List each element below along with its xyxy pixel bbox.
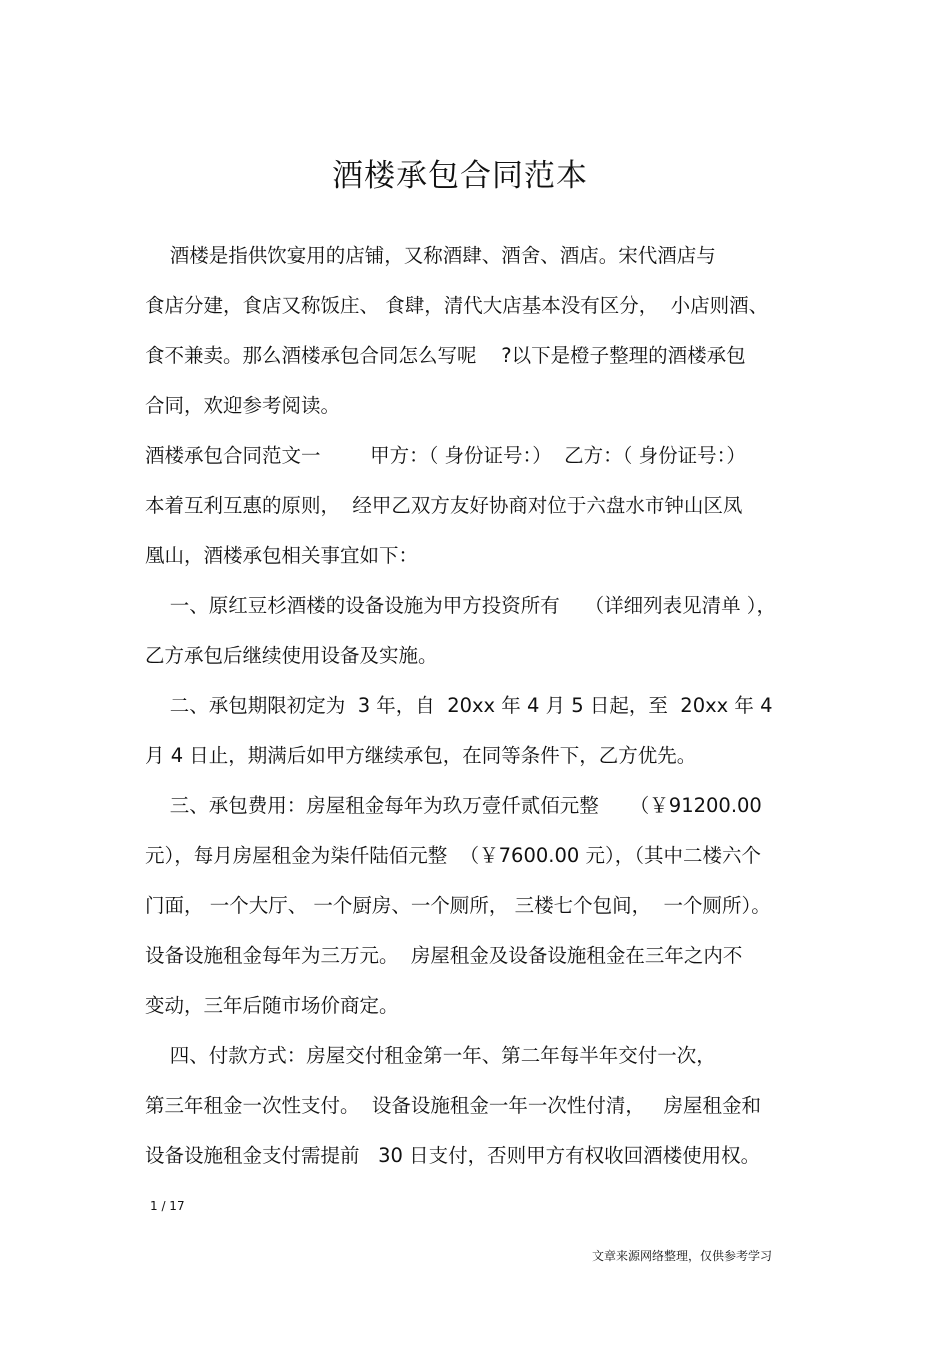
footer-note: 文章来源网络整理，仅供参考学习	[592, 1249, 773, 1263]
body-line: 食店分建，食店又称饭庄、 食肆，清代大店基本没有区分， 小店则酒、	[145, 294, 769, 317]
body-line: 一、原红豆杉酒楼的设备设施为甲方投资所有 （详细列表见清单 ），	[145, 594, 777, 617]
body-line: 四、付款方式：房屋交付租金第一年、第二年每半年交付一次，	[145, 1044, 716, 1067]
body-line: 三、承包费用：房屋租金每年为玖万壹仟贰佰元整 （￥91200.00	[145, 794, 762, 817]
body-line: 凰山，酒楼承包相关事宜如下：	[145, 544, 419, 567]
body-line: 本着互利互惠的原则， 经甲乙双方友好协商对位于六盘水市钟山区凤	[145, 494, 743, 517]
body-line: 变动，三年后随市场价商定。	[145, 994, 399, 1017]
body-line: 乙方承包后继续使用设备及实施。	[145, 644, 438, 667]
body-line: 门面， 一个大厅、 一个厨房、一个厕所， 三楼七个包间， 一个厕所）。	[145, 894, 771, 917]
body-line: 月 4 日止，期满后如甲方继续承包，在同等条件下，乙方优先。	[145, 744, 697, 767]
body-line: 二、承包期限初定为 3 年，自 20xx 年 4 月 5 日起，至 20xx 年 4	[145, 694, 773, 717]
body-line: 合同，欢迎参考阅读。	[145, 394, 341, 417]
body-line: 第三年租金一次性支付。 设备设施租金一年一次性付清， 房屋租金和	[145, 1094, 761, 1117]
body-line: 酒楼是指供饮宴用的店铺，又称酒肆、酒舍、酒店。宋代酒店与	[145, 244, 716, 267]
body-line: 设备设施租金每年为三万元。 房屋租金及设备设施租金在三年之内不	[145, 944, 743, 967]
body-line: 元），每月房屋租金为柒仟陆佰元整 （￥7600.00 元），（其中二楼六个	[145, 844, 761, 867]
document-title: 酒楼承包合同范本	[332, 158, 588, 194]
body-line: 酒楼承包合同范文一 甲方：（ 身份证号：） 乙方：（ 身份证号：）	[145, 444, 746, 467]
body-line: 食不兼卖。那么酒楼承包合同怎么写呢 ?以下是橙子整理的酒楼承包	[145, 344, 746, 367]
page-number: 1 / 17	[150, 1199, 185, 1213]
body-line: 设备设施租金支付需提前 30 日支付，否则甲方有权收回酒楼使用权。	[145, 1144, 761, 1167]
